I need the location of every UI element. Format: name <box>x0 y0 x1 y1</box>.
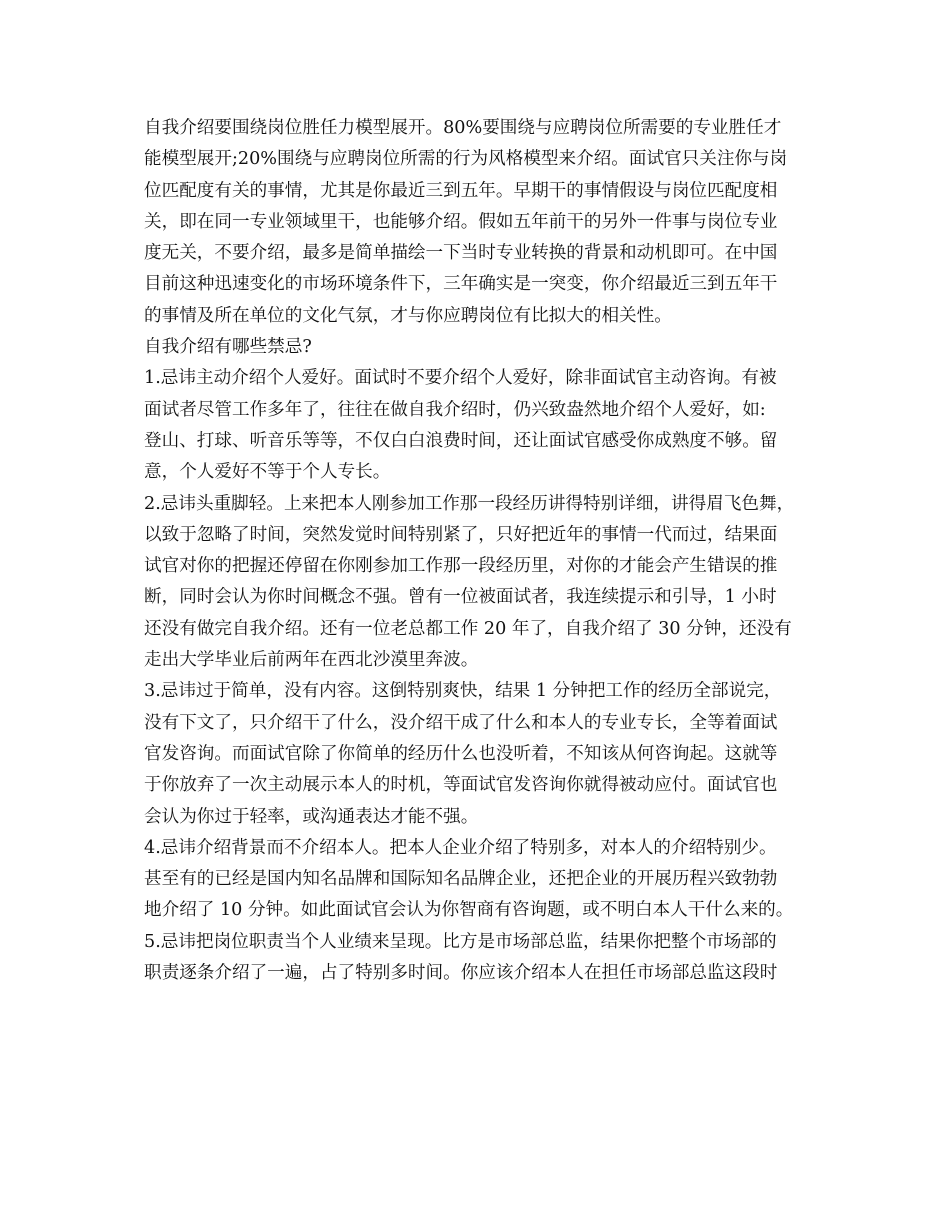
list-item-line: 4.忌讳介绍背景而不介绍本人。把本人企业介绍了特别多，对本人的介绍特别少。 <box>144 837 777 858</box>
list-item-line: 登山、打球、听音乐等等，不仅白白浪费时间，还让面试官感受你成熟度不够。留 <box>144 430 778 451</box>
list-item-line: 试官对你的把握还停留在你刚参加工作那一段经历里，对你的才能会产生错误的推 <box>144 556 778 577</box>
document-body <box>144 113 814 989</box>
list-item-line: 于你放弃了一次主动展示本人的时机，等面试官发咨询你就得被动应付。面试官也 <box>144 775 778 796</box>
list-item-line: 断，同时会认为你时间概念不强。曾有一位被面试者，我连续提示和引导，1 小时 <box>144 587 777 608</box>
text-line: 的事情及所在单位的文化气氛，才与你应聘岗位有比拟大的相关性。 <box>144 305 672 326</box>
list-item-line: 地介绍了 10 分钟。如此面试官会认为你智商有咨询题，或不明白本人干什么来的。 <box>144 900 794 921</box>
text-line: 自我介绍要围绕岗位胜任力模型展开。80%要围绕与应聘岗位所需要的专业胜任才 <box>144 118 782 138</box>
list-item-line: 甚至有的已经是国内知名品牌和国际知名品牌企业，还把企业的开展历程兴致勃勃 <box>144 869 778 890</box>
list-item-line: 职责逐条介绍了一遍，占了特别多时间。你应该介绍本人在担任市场部总监这段时 <box>144 963 778 984</box>
list-item-line: 3.忌讳过于简单，没有内容。这倒特别爽快，结果 1 分钟把工作的经历全部说完， <box>144 681 782 702</box>
list-item-line: 走出大学毕业后前两年在西北沙漠里奔波。 <box>144 650 479 671</box>
text-line: 能模型展开;20%围绕与应聘岗位所需的行为风格模型来介绍。面试官只关注你与岗 <box>144 149 788 170</box>
list-item-line: 还没有做完自我介绍。还有一位老总都工作 20 年了，自我介绍了 30 分钟，还没有 <box>144 618 792 639</box>
list-item-line: 1.忌讳主动介绍个人爱好。面试时不要介绍个人爱好，除非面试官主动咨询。有被 <box>144 368 777 389</box>
list-item-line: 官发咨询。而面试官除了你简单的经历什么也没听着，不知该从何咨询起。这就等 <box>144 743 778 764</box>
list-item-line: 以致于忽略了时间，突然发觉时间特别紧了，只好把近年的事情一代而过，结果面 <box>144 524 778 545</box>
list-item-line: 面试者尽管工作多年了，往往在做自我介绍时，仍兴致盎然地介绍个人爱好，如: <box>144 399 766 420</box>
list-item-line: 5.忌讳把岗位职责当个人业绩来呈现。比方是市场部总监，结果你把整个市场部的 <box>144 931 777 952</box>
text-line: 位匹配度有关的事情，尤其是你最近三到五年。早期干的事情假设与岗位匹配度相 <box>144 180 778 201</box>
text-line: 度无关，不要介绍，最多是简单描绘一下当时专业转换的背景和动机即可。在中国 <box>144 243 778 264</box>
list-item-line: 会认为你过于轻率，或沟通表达才能不强。 <box>144 806 479 827</box>
text-line: 关，即在同一专业领域里干，也能够介绍。假如五年前干的另外一件事与岗位专业 <box>144 211 778 232</box>
text-line: 目前这种迅速变化的市场环境条件下，三年确实是一突变，你介绍最近三到五年干 <box>144 274 778 295</box>
list-item-line: 2.忌讳头重脚轻。上来把本人刚参加工作那一段经历讲得特别详细，讲得眉飞色舞， <box>144 493 795 514</box>
list-item-line: 意，个人爱好不等于个人专长。 <box>144 462 391 483</box>
section-heading: 自我介绍有哪些禁忌? <box>144 337 312 358</box>
list-item-line: 没有下文了，只介绍干了什么，没介绍干成了什么和本人的专业专长，全等着面试 <box>144 712 778 733</box>
